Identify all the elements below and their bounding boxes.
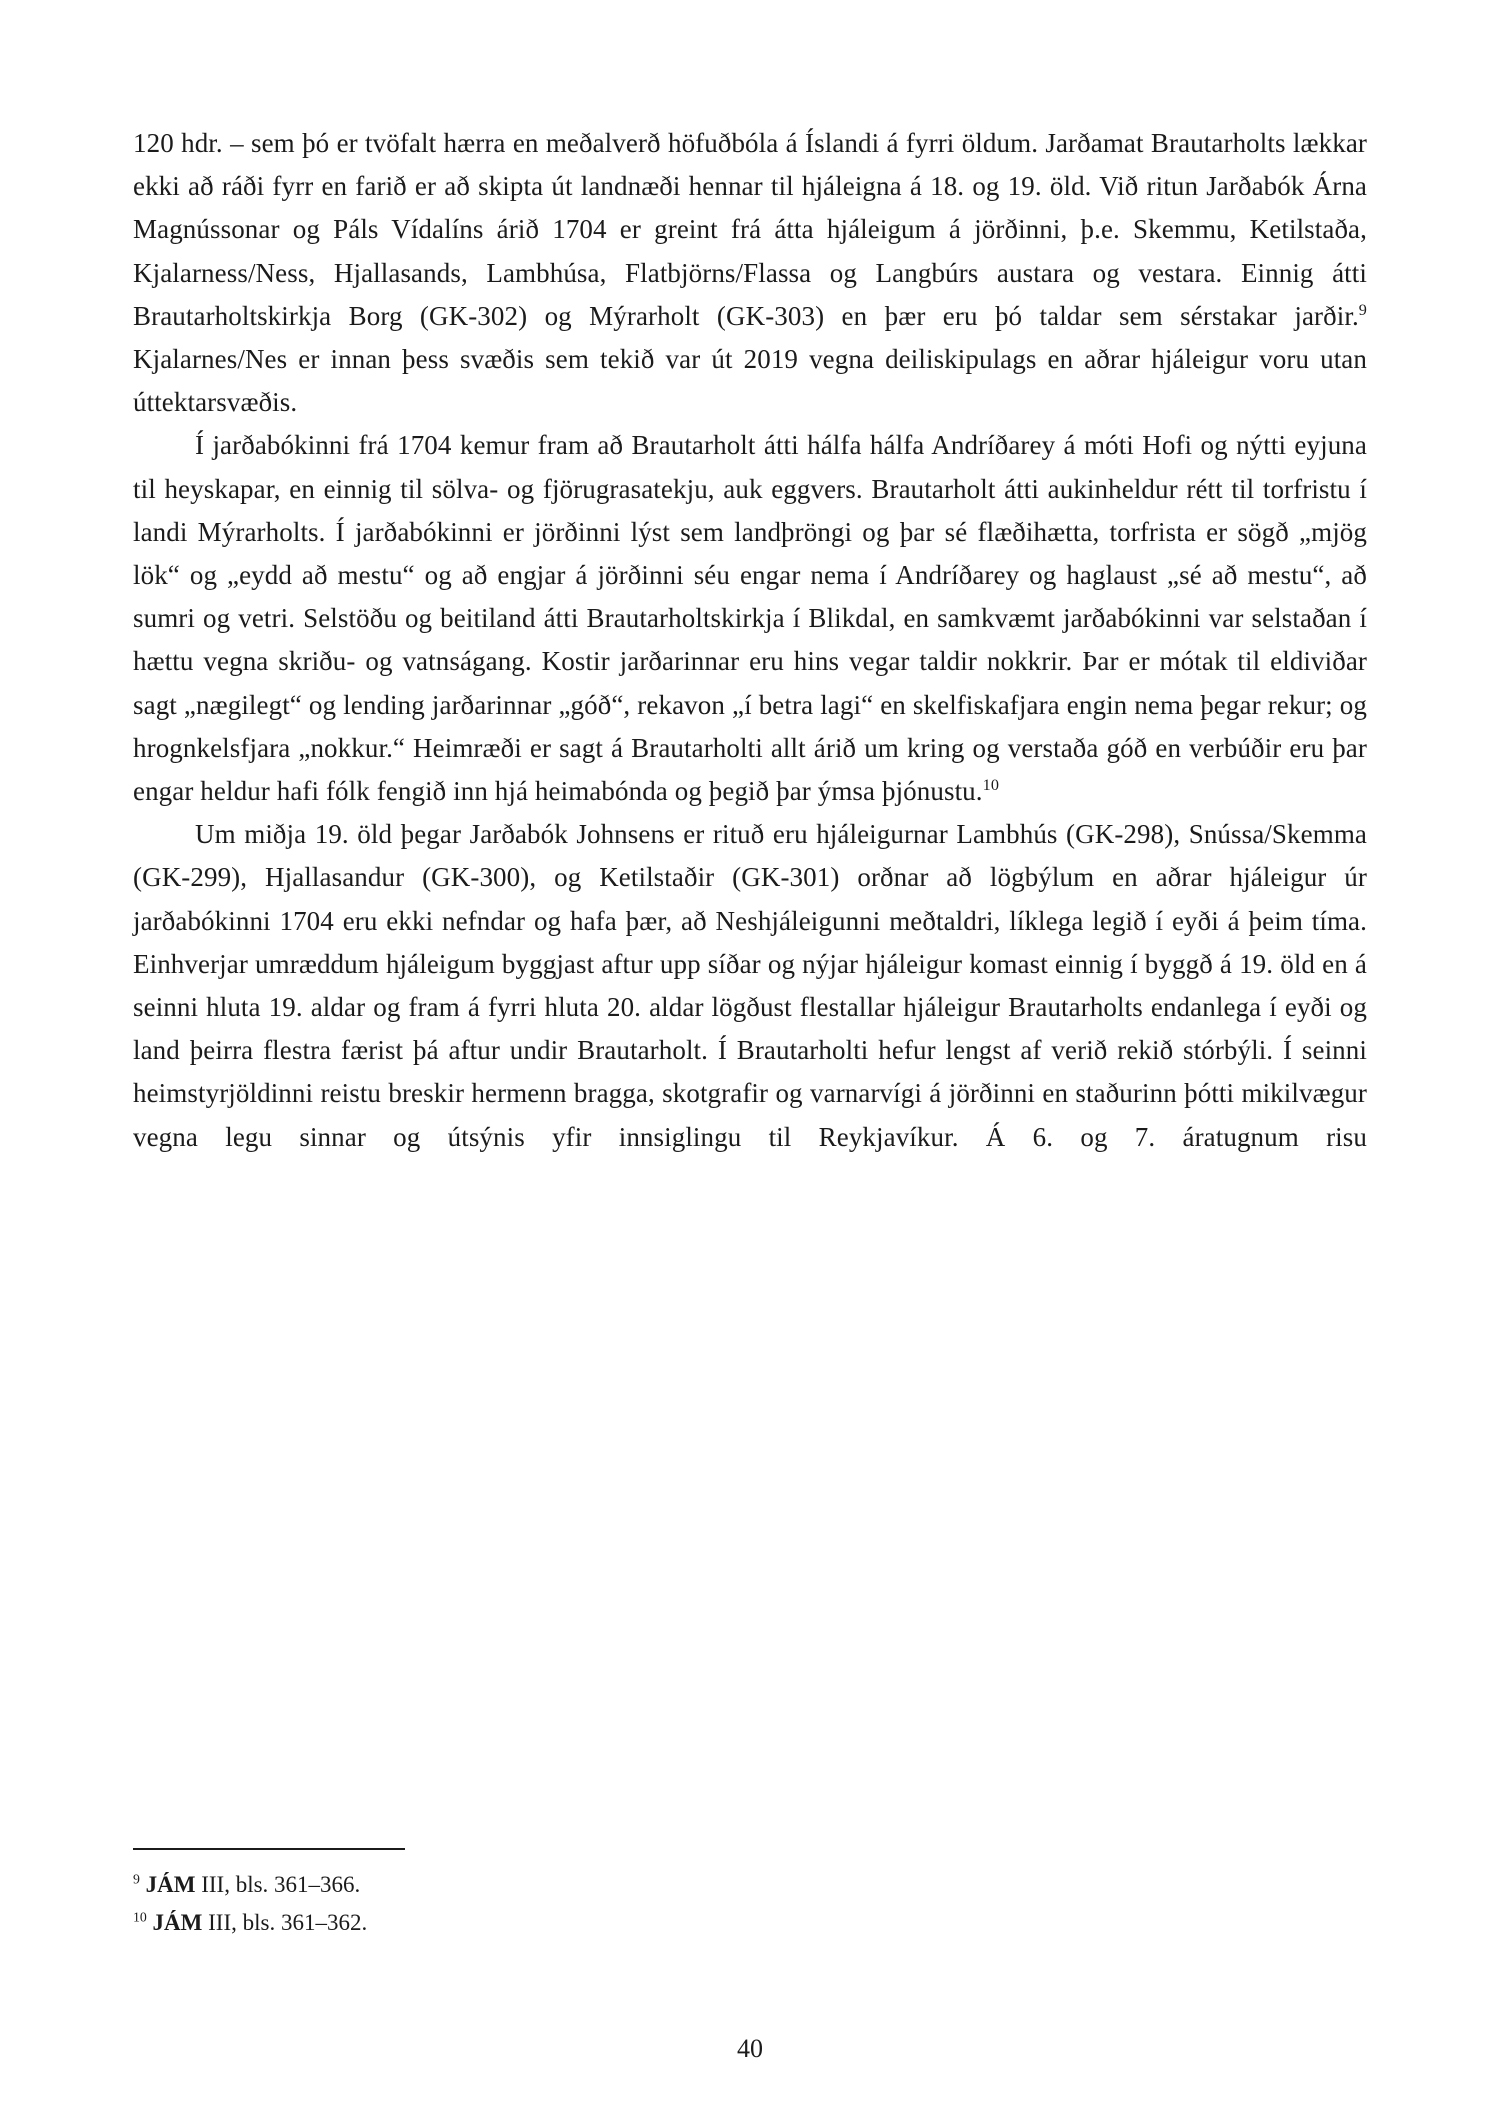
bold-text: JÁM <box>152 1910 203 1935</box>
body-text <box>133 122 1367 1159</box>
footnote: $^9$ JÁM III, bls. 361–366. <box>133 1871 361 1897</box>
footnote-separator <box>133 1848 405 1850</box>
page-number: 40 <box>737 2034 763 2063</box>
paragraph: Í jarðabókinni frá 1704 kemur fram að Brautarholt átti hálfa hálfa Andríðarey á móti Hofi og nýtti eyjuna til heyskapar, en einnig til sölva- og fjörugrasatekju, auk eggvers. Brautarholt átti aukinheldur rétt til torfristu í landi Mýrarholts. Í jarðabókinni er jörðinni lýst sem landþröngi og þar sé flæðihætta, torfrista er sögð „mjög lök“ og „eydd að mestu“ og að engjar á jörðinni séu engar nema í Andríðarey og haglaust „sé að mestu“, að sumri og vetri. Selstöðu og beitiland átti Brautarholtskirkja í Blikdal, en samkvæmt jarðabókinni var selstaðan í hættu vegna skriðu- og vatnságang. Kostir jarðarinnar eru hins vegar taldir nokkrir. Þar er mótak til eldiviðar sagt „nægilegt“ og lending jarðarinnar „góð“, rekavon „í betra lagi“ en skelfiskafjara engin nema þegar rekur; og hrognkelsfjara „nokkur.“ Heimræði er sagt á Brautarholti allt árið um kring og verstaða góð en verbúðir eru þar engar heldur hafi fólk fengið inn hjá heimabónda og þegið þar ýmsa þjónustu.$^{10}$ <box>133 430 1367 807</box>
footnote-reference: 9 <box>1358 300 1367 319</box>
footnote-marker: 9 <box>133 1871 140 1887</box>
paragraph: 120 hdr. – sem þó er tvöfalt hærra en meðalverð höfuðbóla á Íslandi á fyrri öldum. Jarðamat Brautarholts lækkar ekki að ráði fyrr en farið er að skipta út landnæði hennar til hjáleigna á 18. og 19. öld. Við ritun Jarðabók Árna Magnússonar og Páls Vídalíns árið 1704 er greint frá átta hjáleigum á jörðinni, þ.e. Skemmu, Ketilstaða, Kjalarness/Ness, Hjallasands, Lambhúsa, Flatbjörns/Flassa og Langbúrs austara og vestara. Einnig átti Brautarholtskirkja Borg (GK-302) og Mýrarholt (GK-303) en þær eru þó taldar sem sérstakar jarðir.$^9$ Kjalarnes/Nes er innan þess svæðis sem tekið var út 2019 vegna deiliskipulags en aðrar hjáleigur voru utan úttektarsvæðis. <box>133 128 1367 418</box>
footnote-marker: 10 <box>133 1909 147 1925</box>
footnote: $^{10}$ JÁM III, bls. 361–362. <box>133 1909 368 1935</box>
bold-text: JÁM <box>145 1872 196 1897</box>
footnote-list <box>133 1866 1367 1942</box>
footnote-area <box>133 1848 1367 1942</box>
footnote-reference: 10 <box>982 776 1000 795</box>
paragraph: Um miðja 19. öld þegar Jarðabók Johnsens er rituð eru hjáleigurnar Lambhús (GK-298), Snússa/Skemma (GK-299), Hjallasandur (GK-300), og Ketilstaðir (GK-301) orðnar að lögbýlum en aðrar hjáleigur úr jarðabókinni 1704 eru ekki nefndar og hafa þær, að Neshjáleigunni meðtaldri, líklega legið í eyði á þeim tíma. Einhverjar umræddum hjáleigum byggjast aftur upp síðar og nýjar hjáleigur komast einnig í byggð á 19. öld en á seinni hluta 19. aldar og fram á fyrri hluta 20. aldar lögðust flestallar hjáleigur Brautarholts endanlega í eyði og land þeirra flestra færist þá aftur undir Brautarholt. Í Brautarholti hefur lengst af verið rekið stórbýli. Í seinni heimstyrjöldinni reistu breskir hermenn bragga, skotgrafir og varnarvígi á jörðinni en staðurinn þótti mikilvægur vegna legu sinnar og útsýnis yfir innsiglingu til Reykjavíkur. Á 6. og 7. áratugnum risu <box>133 819 1367 1152</box>
